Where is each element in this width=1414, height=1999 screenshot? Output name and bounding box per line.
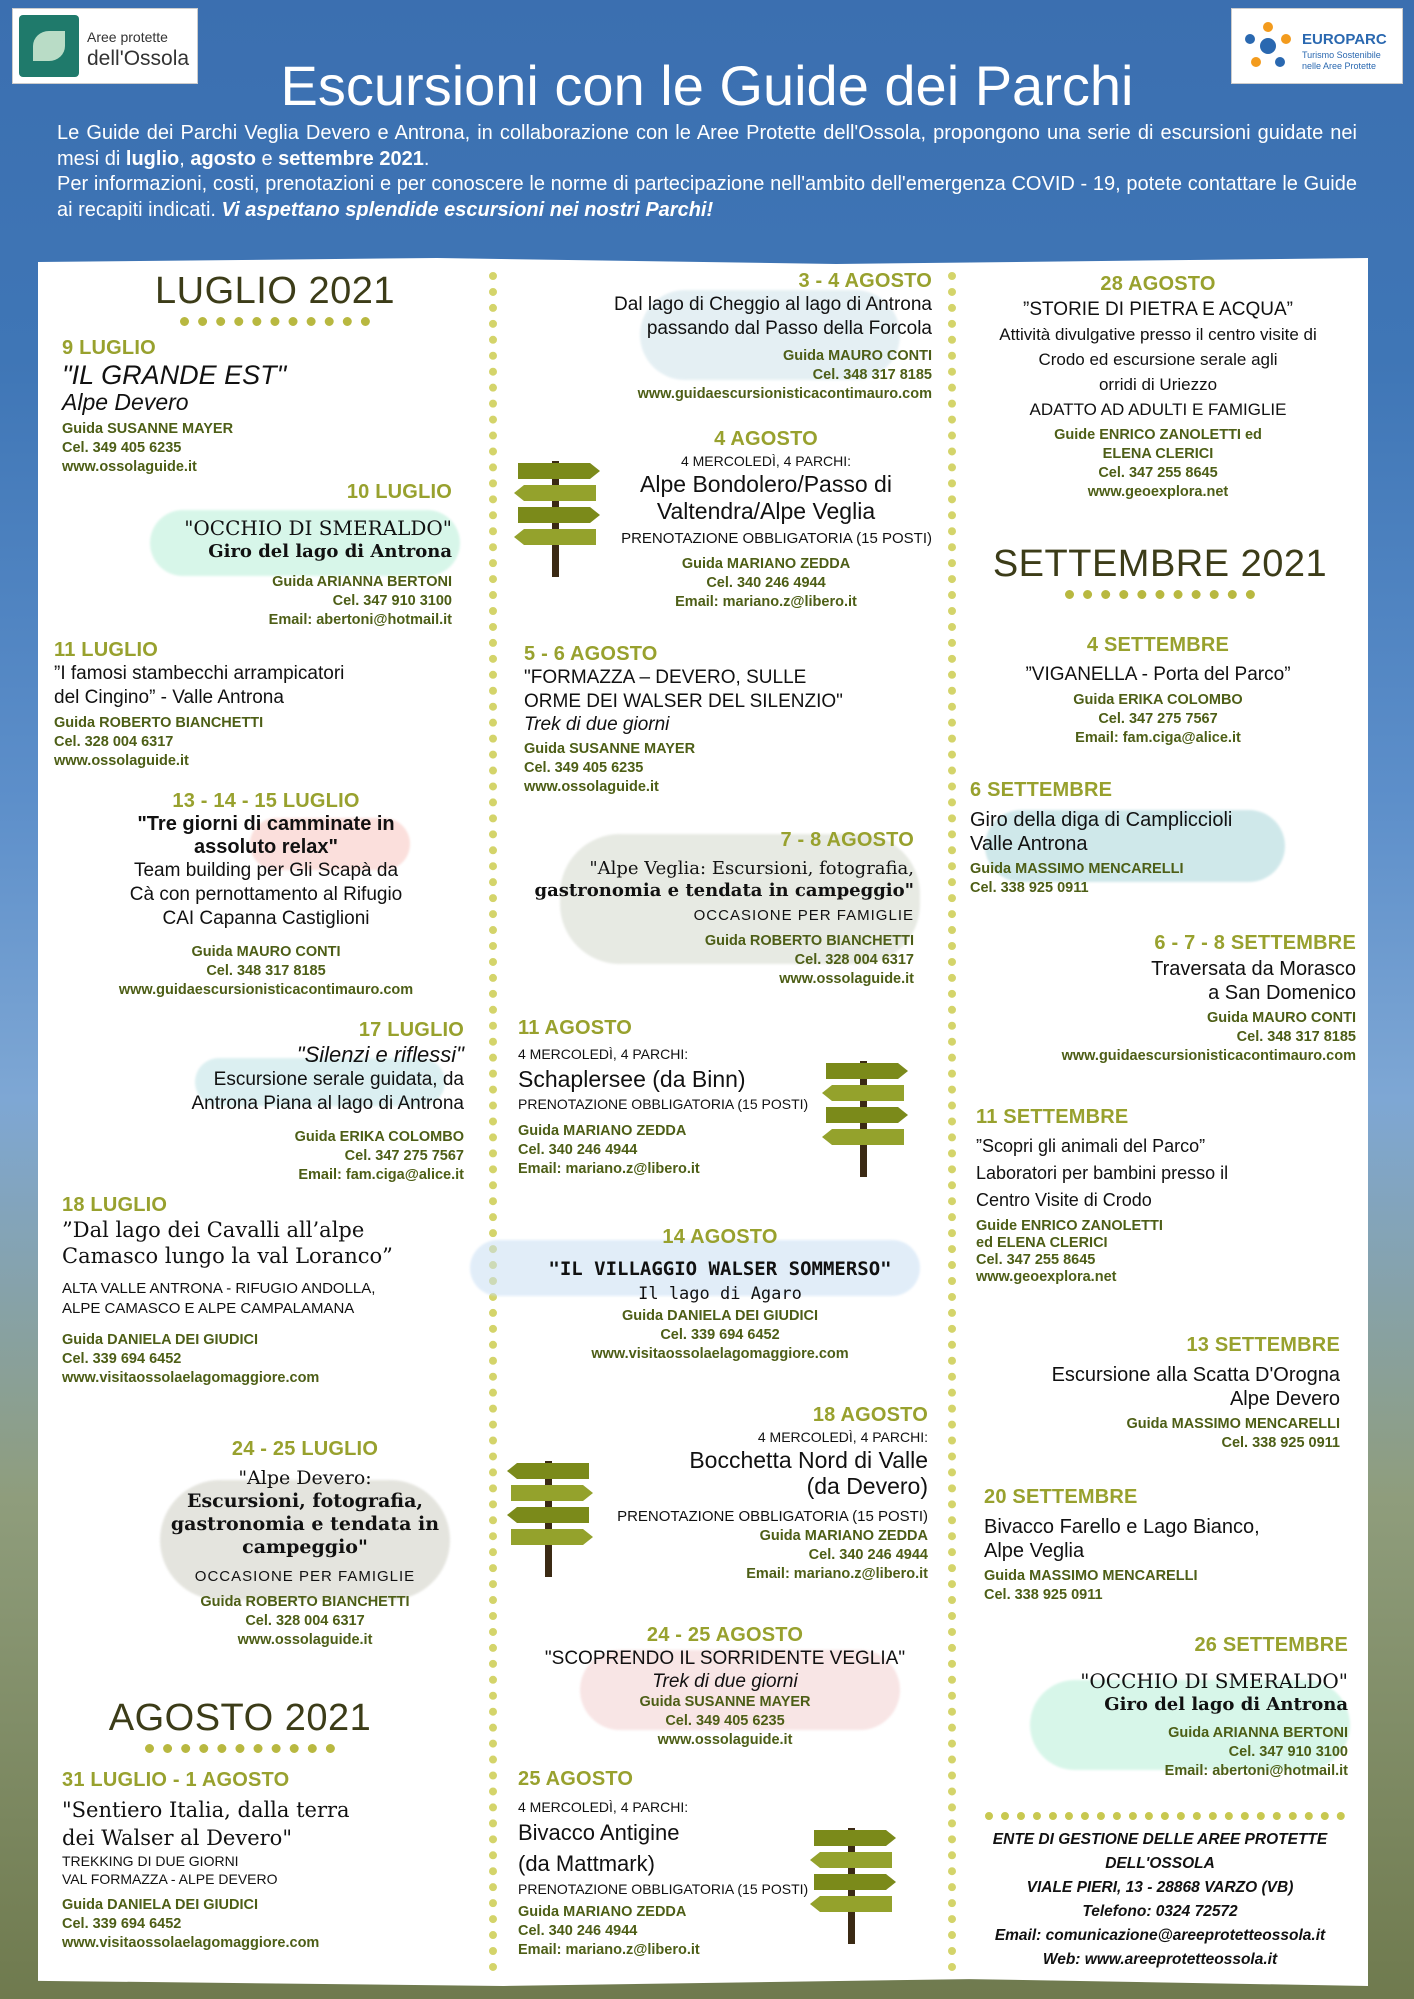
event-title: ORME DEI WALSER DEL SILENZIO"	[524, 691, 843, 712]
event-7-8-agosto	[520, 828, 914, 989]
event-11-luglio	[54, 638, 454, 771]
event-email[interactable]: Email: fam.ciga@alice.it	[1075, 730, 1241, 746]
event-title: ”Dal lago dei Cavalli all’alpe	[62, 1218, 365, 1242]
event-subtitle: Trek di due giorni	[652, 1671, 798, 1692]
intro-text	[57, 121, 1357, 223]
event-17-luglio	[110, 1018, 464, 1185]
event-description: ALPE CAMASCO E ALPE CAMPALAMANA	[62, 1300, 355, 1317]
event-11-settembre	[976, 1105, 1346, 1286]
month-dots	[1065, 590, 1255, 599]
event-email[interactable]: Email: abertoni@hotmail.it	[1164, 1763, 1348, 1779]
event-website[interactable]: www.guidaescursionisticacontimauro.com	[118, 982, 414, 998]
event-6-settembre	[970, 778, 1340, 898]
event-guide: Guida MASSIMO MENCARELLI	[984, 1568, 1198, 1584]
event-guide: Guida SUSANNE MAYER	[524, 741, 696, 757]
logo-right-line2: Turismo Sostenibile nelle Aree Protette	[1302, 50, 1381, 71]
event-5-6-agosto	[524, 642, 924, 797]
event-title: "Alpe Veglia: Escursioni, fotografia,	[589, 858, 914, 879]
event-date: 17 LUGLIO	[358, 1019, 464, 1041]
signpost-icon	[808, 1822, 898, 1947]
event-date: 28 AGOSTO	[1100, 273, 1216, 295]
month-heading-luglio	[130, 270, 420, 326]
event-description: Cà con pernottamento al Rifugio	[129, 884, 403, 905]
event-guide: Guide ENRICO ZANOLETTI ed	[1054, 427, 1262, 443]
event-date: 11 AGOSTO	[518, 1017, 633, 1039]
event-title: "OCCHIO DI SMERALDO"	[1080, 1669, 1348, 1693]
event-9-luglio	[62, 336, 322, 477]
leaf-logo-icon	[19, 15, 79, 77]
event-20-settembre	[984, 1485, 1344, 1605]
star-logo-icon	[1240, 19, 1296, 73]
column-divider	[948, 272, 956, 1972]
event-4-agosto	[600, 427, 932, 612]
event-title: Schaplersee (da Binn)	[518, 1066, 746, 1092]
event-guide: Guida MARIANO ZEDDA	[518, 1123, 687, 1139]
europarc-logo	[1231, 8, 1403, 84]
intro-luglio: luglio	[125, 147, 180, 170]
event-subtitle: Giro del lago di Antrona	[1104, 1694, 1348, 1715]
event-guide: Guida DANIELA DEI GIUDICI	[621, 1308, 819, 1324]
event-date: 11 SETTEMBRE	[976, 1106, 1129, 1128]
event-phone: Cel. 339 694 6452	[660, 1327, 780, 1343]
event-website[interactable]: www.ossolaguide.it	[54, 753, 189, 769]
event-guide: Guida MAURO CONTI	[1206, 1010, 1356, 1026]
event-phone: Cel. 328 004 6317	[794, 952, 914, 968]
event-title: gastronomia e tendata in	[170, 1513, 440, 1535]
event-25-agosto	[518, 1767, 838, 1960]
event-subtitle: Alpe Devero	[62, 389, 189, 415]
event-guide: Guida MAURO CONTI	[191, 944, 341, 960]
event-description: Escursione serale guidata, da	[213, 1069, 464, 1090]
event-booking-note: PRENOTAZIONE OBBLIGATORIA (15 POSTI)	[621, 530, 932, 547]
column-divider	[489, 272, 497, 1972]
event-website[interactable]: www.visitaossolaelagomaggiore.com	[62, 1370, 320, 1386]
event-guide: Guida ROBERTO BIANCHETTI	[704, 933, 914, 949]
event-guide: Guida ERIKA COLOMBO	[1073, 692, 1243, 708]
event-4-settembre	[968, 633, 1348, 748]
event-3-4-agosto	[520, 269, 932, 404]
intro-sep: e	[255, 147, 279, 170]
event-phone: Cel. 347 255 8645	[1098, 465, 1218, 481]
ente-website[interactable]: Web: www.areeprotetteossola.it	[1042, 1951, 1278, 1968]
event-24-25-agosto	[510, 1623, 940, 1750]
event-website[interactable]: www.guidaescursionisticacontimauro.com	[637, 386, 932, 402]
event-subtitle: Giro del lago di Antrona	[208, 541, 452, 562]
month-heading-settembre	[990, 543, 1330, 599]
event-phone: Cel. 328 004 6317	[54, 734, 174, 750]
month-dots	[145, 1744, 335, 1753]
month-heading-agosto	[90, 1697, 390, 1753]
event-title: "Alpe Devero:	[238, 1467, 372, 1489]
event-subtitle: Il lago di Agaro	[638, 1284, 802, 1304]
event-website[interactable]: www.geoexplora.net	[1087, 484, 1229, 500]
intro-settembre: settembre 2021	[278, 147, 424, 170]
event-email[interactable]: Email: mariano.z@libero.it	[675, 594, 857, 610]
event-phone: Cel. 340 246 4944	[518, 1142, 638, 1158]
event-14-agosto	[500, 1225, 940, 1364]
event-guide: Guida ARIANNA BERTONI	[1168, 1725, 1348, 1741]
event-title: "Sentiero Italia, dalla terra	[62, 1798, 350, 1822]
event-description: OCCASIONE PER FAMIGLIE	[194, 1568, 416, 1585]
event-guide: Guida ERIKA COLOMBO	[294, 1129, 464, 1145]
event-email[interactable]: Email: mariano.z@libero.it	[518, 1161, 700, 1177]
aree-protette-logo	[12, 8, 198, 84]
event-title: Valtendra/Alpe Veglia	[656, 498, 876, 524]
event-date: 20 SETTEMBRE	[984, 1486, 1138, 1508]
event-title: "Silenzi e riflessi"	[296, 1042, 464, 1067]
event-title: Escursione alla Scatta D'Orogna	[1051, 1364, 1340, 1386]
event-website[interactable]: www.ossolaguide.it	[237, 1632, 373, 1648]
event-phone: Cel. 340 246 4944	[808, 1547, 928, 1563]
event-email[interactable]: Email: mariano.z@libero.it	[518, 1942, 700, 1958]
intro-sep: ,	[179, 147, 191, 170]
event-title: Bivacco Farello e Lago Bianco,	[984, 1516, 1260, 1538]
intro-part: Per informazioni, costi, prenotazioni e per conoscere le norme di partecipazione nell'ambito dell'emergenza COVID - 19, potete contattare le Guide ai recapiti indicati.	[57, 173, 1357, 221]
event-title: passando dal Passo della Forcola	[646, 318, 932, 339]
logo-left-line2: dell'Ossola	[87, 47, 190, 70]
event-phone: Cel. 347 275 7567	[344, 1148, 464, 1164]
event-booking-note: PRENOTAZIONE OBBLIGATORIA (15 POSTI)	[617, 1508, 928, 1525]
event-series: 4 MERCOLEDÌ, 4 PARCHI:	[518, 1799, 689, 1815]
event-phone: Cel. 338 925 0911	[970, 880, 1089, 896]
event-description: Antrona Piana al lago di Antrona	[191, 1093, 464, 1114]
event-phone: Cel. 339 694 6452	[62, 1351, 182, 1367]
intro-end: .	[423, 147, 430, 170]
event-date: 3 - 4 AGOSTO	[798, 270, 932, 292]
intro-part: Le Guide dei Parchi Veglia Devero e Antrona, in collaborazione con le Aree Protette dell'Ossola, propongono una serie di escursioni guidate nei mesi di	[57, 122, 1357, 170]
event-guide: Guida ARIANNA BERTONI	[272, 574, 452, 590]
event-guide: ELENA CLERICI	[1102, 446, 1214, 462]
event-date: 26 SETTEMBRE	[1194, 1634, 1348, 1656]
event-date: 13 SETTEMBRE	[1186, 1334, 1340, 1356]
event-phone: Cel. 347 255 8645	[976, 1252, 1096, 1268]
event-title: ”STORIE DI PIETRA E ACQUA”	[1023, 299, 1293, 320]
event-title: Alpe Veglia	[984, 1540, 1085, 1562]
event-26-settembre	[1010, 1633, 1348, 1781]
event-description: ALTA VALLE ANTRONA - RIFUGIO ANDOLLA,	[62, 1280, 376, 1297]
event-description: CAI Capanna Castiglioni	[162, 908, 370, 929]
event-phone: Cel. 338 925 0911	[984, 1587, 1103, 1603]
event-phone: Cel. 348 317 8185	[1236, 1029, 1356, 1045]
event-title: Valle Antrona	[970, 833, 1088, 855]
event-booking-note: PRENOTAZIONE OBBLIGATORIA (15 POSTI)	[518, 1881, 809, 1897]
event-phone: Cel. 347 910 3100	[1228, 1744, 1348, 1760]
month-dots	[180, 317, 370, 326]
event-date: 6 - 7 - 8 SETTEMBRE	[1154, 932, 1356, 954]
signpost-icon	[820, 1055, 910, 1180]
event-10-luglio	[120, 480, 452, 630]
event-guide: Guide ENRICO ZANOLETTI	[976, 1218, 1163, 1234]
event-website[interactable]: www.ossolaguide.it	[62, 459, 197, 475]
event-description: ADATTO AD ADULTI E FAMIGLIE	[1029, 400, 1287, 419]
event-guide: Guida MASSIMO MENCARELLI	[1126, 1416, 1340, 1432]
ente-email[interactable]: Email: comunicazione@areeprotetteossola.it	[994, 1927, 1326, 1944]
event-email[interactable]: Email: fam.ciga@alice.it	[298, 1167, 464, 1183]
event-title: ”Scopri gli animali del Parco”	[976, 1136, 1206, 1156]
ente-name: DELL'OSSOLA	[1105, 1855, 1215, 1872]
event-6-8-settembre	[960, 931, 1356, 1066]
event-13-15-luglio	[60, 789, 472, 1000]
month-label: LUGLIO 2021	[155, 270, 395, 312]
event-title: a San Domenico	[1208, 982, 1356, 1004]
event-guide: Guida SUSANNE MAYER	[639, 1694, 811, 1710]
event-guide: Guida DANIELA DEI GIUDICI	[62, 1332, 259, 1348]
page-title: Escursioni con le Guide dei Parchi	[280, 54, 1134, 117]
intro-paragraph-1	[57, 121, 1357, 172]
event-phone: Cel. 349 405 6235	[665, 1713, 785, 1729]
event-title: campeggio"	[242, 1536, 368, 1558]
ente-address: VIALE PIERI, 13 - 28868 VARZO (VB)	[1026, 1879, 1294, 1896]
event-date: 31 LUGLIO - 1 AGOSTO	[62, 1769, 290, 1791]
footer-dots	[985, 1812, 1345, 1820]
event-title: Bivacco Antigine	[518, 1820, 680, 1845]
ente-phone: Telefono: 0324 72572	[1082, 1903, 1238, 1920]
event-title: "Tre giorni di camminate in	[137, 813, 395, 835]
event-title: (da Mattmark)	[518, 1851, 655, 1876]
event-description: orridi di Uriezzo	[1098, 375, 1218, 394]
event-description: TREKKING DI DUE GIORNI	[62, 1853, 239, 1869]
event-title: "IL GRANDE EST"	[62, 360, 287, 390]
event-title: Escursioni, fotografia,	[186, 1490, 424, 1512]
event-guide: Guida MARIANO ZEDDA	[681, 556, 851, 572]
event-guide: Guida DANIELA DEI GIUDICI	[62, 1897, 259, 1913]
event-date: 24 - 25 LUGLIO	[231, 1438, 379, 1460]
event-date: 6 SETTEMBRE	[970, 779, 1113, 801]
event-phone: Cel. 340 246 4944	[706, 575, 826, 591]
event-title: Traversata da Morasco	[1151, 958, 1356, 980]
event-description: VAL FORMAZZA - ALPE DEVERO	[62, 1871, 278, 1887]
event-date: 10 LUGLIO	[346, 481, 452, 503]
event-date: 5 - 6 AGOSTO	[524, 643, 658, 665]
event-18-luglio	[62, 1193, 462, 1388]
event-guide: Guida SUSANNE MAYER	[62, 421, 234, 437]
event-title: "FORMAZZA – DEVERO, SULLE	[524, 667, 807, 688]
event-email[interactable]: Email: mariano.z@libero.it	[746, 1566, 928, 1582]
event-phone: Cel. 348 317 8185	[206, 963, 326, 979]
event-guide: Guida MARIANO ZEDDA	[759, 1528, 928, 1544]
event-title: assoluto relax"	[194, 836, 338, 858]
logo-right-line1: EUROPARC	[1302, 31, 1387, 48]
event-date: 13 - 14 - 15 LUGLIO	[172, 790, 360, 812]
event-description: Centro Visite di Crodo	[976, 1190, 1152, 1210]
event-title: Alpe Devero	[1229, 1388, 1340, 1410]
event-date: 18 AGOSTO	[812, 1404, 928, 1426]
event-title: "OCCHIO DI SMERALDO"	[184, 516, 452, 540]
event-phone: Cel. 348 317 8185	[812, 367, 932, 383]
event-date: 4 SETTEMBRE	[1086, 634, 1230, 656]
logo-left-line1: Aree protette	[87, 29, 168, 45]
event-title: dei Walser al Devero"	[62, 1826, 292, 1850]
event-phone: Cel. 349 405 6235	[524, 760, 644, 776]
event-series: 4 MERCOLEDÌ, 4 PARCHI:	[680, 453, 852, 469]
month-label: AGOSTO 2021	[108, 1697, 372, 1739]
event-email[interactable]: Email: abertoni@hotmail.it	[268, 612, 452, 628]
event-phone: Cel. 339 694 6452	[62, 1916, 182, 1932]
event-phone: Cel. 347 910 3100	[332, 593, 452, 609]
event-28-agosto	[968, 272, 1348, 502]
event-title: (da Devero)	[806, 1473, 928, 1499]
event-phone: Cel. 338 925 0911	[1221, 1435, 1340, 1451]
event-website[interactable]: www.ossolaguide.it	[524, 779, 659, 795]
event-guide: Guida ROBERTO BIANCHETTI	[200, 1594, 410, 1610]
event-31-luglio-1-agosto	[62, 1768, 462, 1953]
event-guide: Guida ROBERTO BIANCHETTI	[54, 715, 264, 731]
event-title: Giro della diga di Campliccioli	[970, 809, 1233, 831]
event-description: Crodo ed escursione serale agli	[1038, 350, 1278, 369]
event-website[interactable]: www.ossolaguide.it	[657, 1732, 793, 1748]
event-guide: Guida MASSIMO MENCARELLI	[970, 861, 1184, 877]
event-phone: Cel. 349 405 6235	[62, 440, 182, 456]
event-phone: Cel. 328 004 6317	[245, 1613, 365, 1629]
event-title: Alpe Bondolero/Passo di	[640, 471, 892, 497]
intro-paragraph-2	[57, 172, 1357, 223]
event-date: 24 - 25 AGOSTO	[646, 1624, 804, 1646]
event-title: Bocchetta Nord di Valle	[689, 1447, 928, 1473]
event-11-agosto	[518, 1016, 838, 1179]
event-description: Laboratori per bambini presso il	[976, 1163, 1229, 1183]
event-series: 4 MERCOLEDÌ, 4 PARCHI:	[757, 1429, 928, 1445]
event-series: 4 MERCOLEDÌ, 4 PARCHI:	[518, 1046, 689, 1062]
event-date: 25 AGOSTO	[518, 1768, 634, 1790]
event-guide: Guida MAURO CONTI	[782, 348, 932, 364]
event-website[interactable]: www.guidaescursionisticacontimauro.com	[1061, 1048, 1356, 1064]
event-website[interactable]: www.visitaossolaelagomaggiore.com	[62, 1935, 320, 1951]
event-date: 7 - 8 AGOSTO	[780, 829, 914, 851]
month-label: SETTEMBRE 2021	[992, 543, 1328, 585]
intro-highlight: Vi aspettano splendide escursioni nei nostri Parchi!	[221, 198, 714, 221]
event-date: 18 LUGLIO	[62, 1194, 168, 1216]
intro-agosto: agosto	[190, 147, 256, 170]
event-subtitle: Trek di due giorni	[524, 714, 670, 735]
event-website[interactable]: www.geoexplora.net	[976, 1269, 1117, 1285]
event-phone: Cel. 347 275 7567	[1098, 711, 1218, 727]
event-title: Camasco lungo la val Loranco”	[62, 1244, 393, 1268]
signpost-icon	[512, 455, 602, 580]
ente-name: ENTE DI GESTIONE DELLE AREE PROTETTE	[992, 1831, 1328, 1848]
event-description: Team building per Gli Scapà da	[133, 860, 399, 881]
event-24-25-luglio	[160, 1437, 450, 1650]
event-phone: Cel. 340 246 4944	[518, 1923, 638, 1939]
event-date: 11 LUGLIO	[54, 639, 159, 661]
event-title: gastronomia e tendata in campeggio"	[534, 880, 914, 901]
event-18-agosto	[600, 1403, 928, 1584]
event-date: 4 AGOSTO	[714, 428, 818, 450]
event-title: "IL VILLAGGIO WALSER SOMMERSO"	[548, 1258, 892, 1280]
event-title: del Cingino” - Valle Antrona	[54, 687, 284, 708]
signpost-icon	[505, 1455, 595, 1580]
event-title: ”I famosi stambecchi arrampicatori	[54, 663, 345, 684]
event-title: Dal lago di Cheggio al lago di Antrona	[614, 294, 932, 315]
event-date: 14 AGOSTO	[662, 1226, 778, 1248]
event-date: 9 LUGLIO	[62, 337, 156, 359]
event-description: OCCASIONE PER FAMIGLIE	[693, 907, 914, 924]
event-title: ”VIGANELLA - Porta del Parco”	[1025, 664, 1291, 685]
ente-contact-block	[970, 1828, 1350, 1972]
event-guide: ed ELENA CLERICI	[976, 1235, 1108, 1251]
event-13-settembre	[980, 1333, 1340, 1453]
event-booking-note: PRENOTAZIONE OBBLIGATORIA (15 POSTI)	[518, 1096, 809, 1112]
event-website[interactable]: www.ossolaguide.it	[779, 971, 914, 987]
event-guide: Guida MARIANO ZEDDA	[518, 1904, 687, 1920]
event-website[interactable]: www.visitaossolaelagomaggiore.com	[591, 1346, 849, 1362]
event-description: Attività divulgative presso il centro visite di	[999, 325, 1317, 344]
event-title: "SCOPRENDO IL SORRIDENTE VEGLIA"	[544, 1648, 906, 1669]
